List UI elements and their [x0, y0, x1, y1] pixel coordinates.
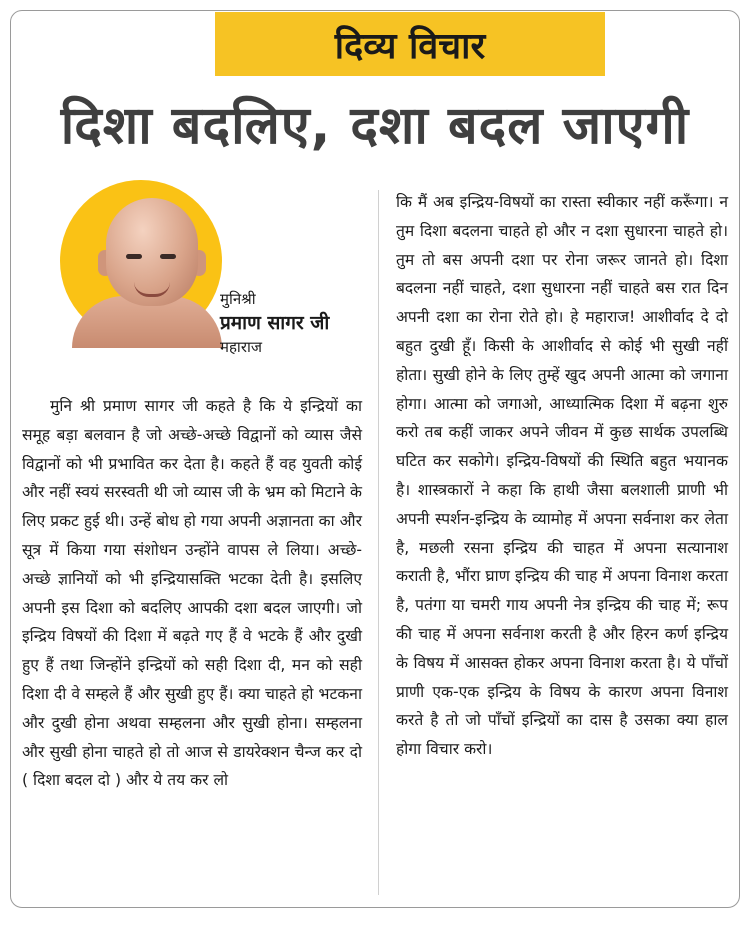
- author-portrait: [68, 180, 218, 350]
- author-name: प्रमाण सागर जी: [220, 312, 330, 334]
- section-banner: [215, 12, 605, 76]
- newspaper-clipping: [10, 10, 740, 908]
- section-title: दिव्य विचार: [334, 25, 486, 67]
- article-headline: दिशा बदलिए, दशा बदल जाएगी: [60, 96, 690, 156]
- right-column-text: कि मैं अब इन्द्रिय-विषयों का रास्ता स्वीकार नहीं करूँगा। न तुम दिशा बदलना चाहते हो और न दशा सुधारना चाहते हो। तुम तो बस अपनी दशा पर रोना जरूर जानते हो। दिशा बदलना नहीं चाहते, दशा सुधारना नहीं चाहते बस रात दिन अपनी दशा का रोना रोते हो। हे महाराज! आशीर्वाद दे दो बहुत दुखी हूँ। किसी के आशीर्वाद से कोई भी सुखी नहीं होता। सुखी होने के लिए तुम्हें खुद अपनी आत्मा को जगाना होगा। आत्मा को जगाओ, आध्यात्मिक दिशा में बढ़ना शुरु करो तब कहीं जाकर अपने जीवन में कुछ सार्थक उपलब्धि घटित कर सकोगे। इन्द्रिय-विषयों की स्थिति बहुत भयानक है। शास्त्रकारों ने कहा कि हाथी जैसा बलशाली प्राणी भी अपनी स्पर्शन-इन्द्रिय के व्यामोह में अपना सर्वनाश कर लेता है, मछली रसना इन्द्रिय की चाहत में अपना सत्यानाश कराती है, भौंरा घ्राण इन्द्रिय की चाह में अपना विनाश करता है, पतंगा या चमरी गाय अपनी नेत्र इन्द्रिय की चाह में; रूप की चाह में अपना सर्वनाश करती है और हिरन कर्ण इन्द्रिय के विषय में आसक्त होकर अपना विनाश करता है। ये पाँचों प्राणी एक-एक इन्द्रिय के विषय के कारण अपना विनाश करते है तो जो पाँचों इन्द्रियों का दास है उसका क्या हाल होगा विचार करो।: [396, 193, 728, 759]
- portrait-eye-left: [126, 254, 142, 259]
- portrait-eye-right: [160, 254, 176, 259]
- column-divider: [378, 190, 379, 895]
- author-suffix: महाराज: [220, 338, 262, 356]
- author-byline: [220, 288, 329, 358]
- author-prefix: मुनिश्री: [220, 290, 256, 308]
- article-column-left: [22, 392, 362, 795]
- article-column-right: [396, 188, 728, 764]
- left-column-text: मुनि श्री प्रमाण सागर जी कहते है कि ये इन्द्रियों का समूह बड़ा बलवान है जो अच्छे-अच्छे विद्वानों को व्यास जैसे विद्वानों को भी प्रभावित कर देता है। कहते हैं वह युवती कोई और नहीं स्वयं सरस्वती थी जो व्यास जी के भ्रम को मिटाने के लिए प्रकट हुई थी। उन्हें बोध हो गया अपनी अज्ञानता का और सूत्र में किया गया संशोधन उन्होंने वापस ले लिया। अच्छे-अच्छे ज्ञानियों को भी इन्द्रियासक्ति भटका देती है। इसलिए अपनी इस दिशा को बदलिए आपकी दशा बदल जाएगी। जो इन्द्रिय विषयों की दिशा में बढ़ते गए हैं वे भटके हैं और दुखी हुए हैं तथा जिन्होंने इन्द्रियों को सही दिशा दी, मन को सही दिशा दी वे सम्हले हैं और सुखी हुए हैं। क्या चाहते हो भटकना और दुखी होना अथवा सम्हलना और सुखी होना। सम्हलना और सुखी होना चाहते हो तो आज से डायरेक्शन चैन्ज कर दो ( दिशा बदल दो ) और ये तय कर लो: [22, 397, 362, 790]
